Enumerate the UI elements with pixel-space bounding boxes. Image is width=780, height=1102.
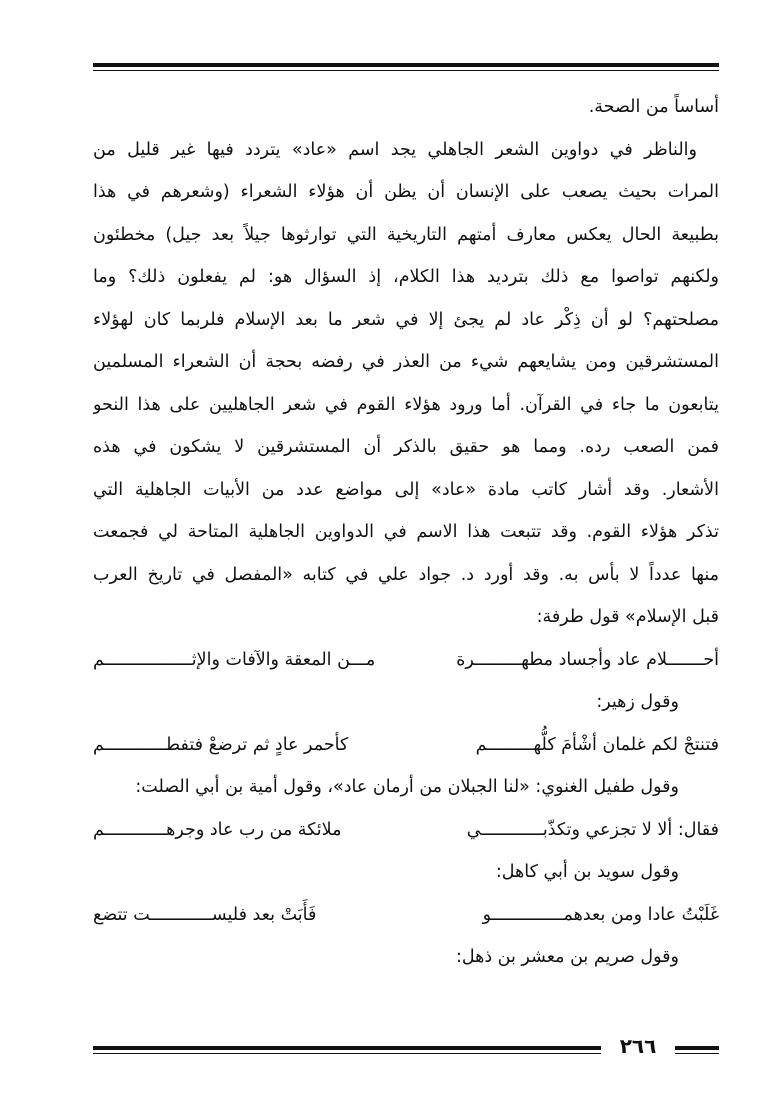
page-body [93, 86, 719, 979]
text-line: المرات بحيث يصعب على الإنسان أن يظن أن هؤلاء الشعراء (وشعرهم في هذا [93, 182, 719, 202]
verse-second-hemistich: مـــن المعقة والآفات والإثـــــــــــــــــم [93, 649, 376, 670]
text-line: تذكر هؤلاء القوم. وقد تتبعت هذا الاسم في الدواوين الجاهلية المتاحة لي فجمعت [93, 522, 719, 542]
footer-rule-thick-left [93, 1046, 601, 1050]
header-rule-thin [93, 70, 719, 71]
footer-rule-thick-right [675, 1046, 719, 1050]
text-line: فمن الصعب رده. ومما هو حقيق بالذكر أن المستشرقين لا يشكون في هذه [93, 437, 719, 457]
verse-first-hemistich: فقال: ألا لا تجزعي وتكذّبــــــــــــي [466, 819, 719, 840]
text-line: مصلحتهم؟ لو أن ذِكْر عاد لم يجئ إلا في شعر ما بعد الإسلام فلربما كان لهؤلاء [93, 309, 719, 330]
quote-intro: وقول سويد بن أبي كاهل: [495, 862, 679, 882]
verse-line [93, 724, 719, 767]
verse-line [93, 809, 719, 852]
footer-rule [93, 1034, 719, 1058]
verse-first-hemistich: فتنتجْ لكم غلمان أشْأمَ كلُّهـــــــــم [475, 734, 719, 755]
text-line: بطبيعة الحال يعكس معارف أمتهم التاريخية التي توارثوها جيلاً بعد جيل) مخطئون [93, 224, 719, 245]
text-line: المستشرقين ومن يشايعهم شيء من العذر في رفضه بحجة أن الشعراء المسلمين [93, 352, 719, 372]
text-line: والناظر في دواوين الشعر الجاهلي يجد اسم «عاد» يتردد فيها غير قليل من [93, 139, 697, 160]
text-line: قبل الإسلام» قول طرفة: [536, 607, 719, 627]
footer-rule-thin-left [93, 1053, 601, 1054]
text-line: الأشعار. وقد أشار كاتب مادة «عاد» إلى مواضع عدد من الأبيات الجاهلية التي [93, 479, 719, 500]
text-line: أساساً من الصحة. [588, 97, 719, 117]
verse-second-hemistich: ملائكة من رب عاد وجرهــــــــــــم [93, 819, 342, 840]
page-number: ٢٦٦ [605, 1032, 671, 1060]
quote-intro: وقول صريم بن معشر بن ذهل: [455, 947, 679, 967]
verse-line [93, 894, 719, 937]
text-line: منها عدداً لا بأس به. وقد أورد د. جواد علي في كتابه «المفصل في تاريخ العرب [93, 564, 719, 585]
text-line: يتابعون ما جاء في القرآن. أما ورود هؤلاء القوم في شعر الجاهليين على هذا النحو [93, 394, 719, 415]
text-line: ولكنهم تواصوا مع ذلك بترديد هذا الكلام، إذ السؤال هو: لم يفعلون ذلك؟ وما [93, 267, 719, 287]
footer-rule-thin-right [675, 1053, 719, 1054]
quote-intro: وقول زهير: [596, 692, 679, 712]
header-rule-thick [93, 63, 719, 67]
verse-line [93, 639, 719, 682]
verse-second-hemistich: كأحمر عادٍ ثم ترضعْ فتفطــــــــــــم [93, 734, 349, 755]
quote-intro: وقول طفيل الغنوي: «لنا الجبلان من أرمان عاد»، وقول أمية بن أبي الصلت: [135, 777, 679, 797]
verse-second-hemistich: فَأَبَتْ بعد فليســــــــــــت تتضع [93, 904, 317, 925]
verse-first-hemistich: أحـــــــلام عاد وأجساد مطهـــــــــرة [456, 649, 719, 670]
verse-first-hemistich: غَلَبْتُ عادا ومن بعدهمــــــــــــــو [482, 904, 719, 925]
